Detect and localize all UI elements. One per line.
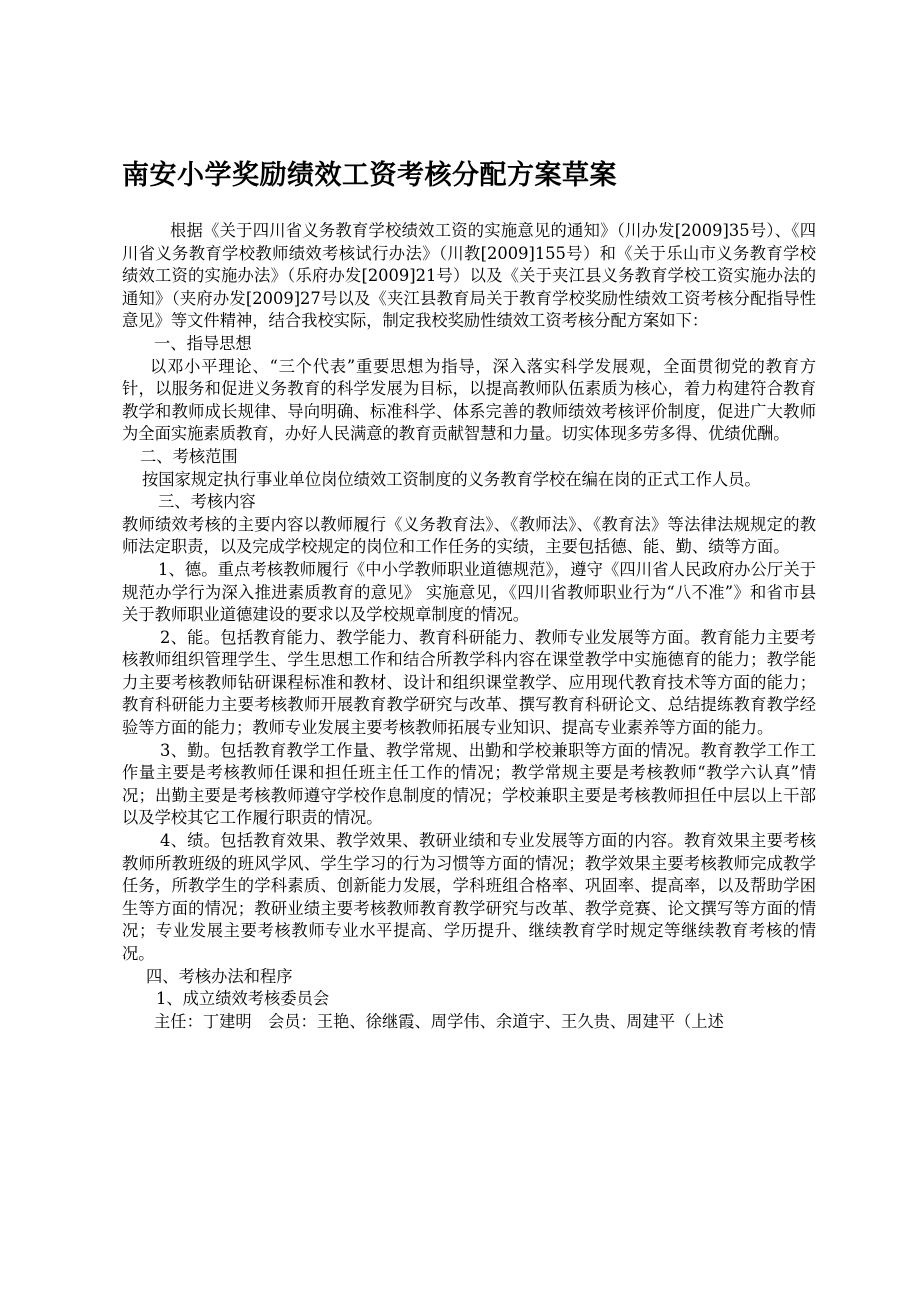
subsection-heading-committee: 1、成立绩效考核委员会 <box>156 989 330 1009</box>
guiding-ideology-paragraph: 以邓小平理论、“三个代表”重要思想为指导，深入落实科学发展观，全面贯彻党的教育方针，以服务和促进义务教育的科学发展为目标，以提高教师队伍素质为核心，着力构建符合教育教学和教师成长规律、导向明确、标准科学、体系完善的教师绩效考核评价制度，促进广大教师为全面实施素质教育，办好人民满意的教育贡献智慧和力量。切实体现多劳多得、优绩优酬。 <box>122 356 816 444</box>
item-diligence-paragraph: 3、勤。包括教育教学工作量、教学常规、出勤和学校兼职等方面的情况。教育教学工作工作量主要是考核教师任课和担任班主任工作的情况；教学常规主要是考核教师“教学六认真”情况；出勤主要是考核教师遵守学校作息制度的情况；学校兼职主要是考核教师担任中层以上干部以及学校其它工作履行职责的情况。 <box>122 740 816 828</box>
section-heading-scope: 二、考核范围 <box>140 446 238 466</box>
item-performance-paragraph: 4、绩。包括教育效果、教学效果、教研业绩和专业发展等方面的内容。教育效果主要考核教师所教班级的班风学风、学生学习的行为习惯等方面的情况；教学效果主要考核教师完成教学任务，所教学生的学科素质、创新能力发展，学科班组合格率、巩固率、提高率，以及帮助学困生等方面的情况；教研业绩主要考核教师教育教学研究与改革、教学竞赛、论文撰写等方面的情况；专业发展主要考核教师专业水平提高、学历提升、继续教育学时规定等继续教育考核的情况。 <box>122 831 816 963</box>
committee-members-line: 主任：丁建明 会员：王艳、徐继霞、周学伟、余道宇、王久贵、周建平（上述 <box>154 1011 724 1031</box>
document-body <box>122 220 816 1033</box>
scope-paragraph: 按国家规定执行事业单位岗位绩效工资制度的义务教育学校在编在岗的正式工作人员。 <box>142 469 761 489</box>
section-heading-content: 三、考核内容 <box>158 492 256 512</box>
item-morality-paragraph: 1、德。重点考核教师履行《中小学教师职业道德规范》，遵守《四川省人民政府办公厅关于规范办学行为深入推进素质教育的意见》 实施意见，《四川省教师职业行为“八不准”》和省市县关于教师职业道德建设的要求以及学校规章制度的情况。 <box>122 559 816 625</box>
content-paragraph: 教师绩效考核的主要内容以教师履行《义务教育法》、《教师法》、《教育法》等法律法规规定的教师法定职责，以及完成学校规定的岗位和工作任务的实绩，主要包括德、能、勤、绩等方面。 <box>122 514 816 557</box>
document-title: 南安小学奖励绩效工资考核分配方案草案 <box>122 160 617 191</box>
section-heading-method: 四、考核办法和程序 <box>146 966 293 986</box>
section-heading-guiding-ideology: 一、指导思想 <box>154 333 252 353</box>
intro-paragraph: 根据《关于四川省义务教育学校绩效工资的实施意见的通知》（川办发[2009]35号）、《四川省义务教育学校教师绩效考核试行办法》（川教[2009]155号）和《关于乐山市义务教育学校绩效工资的实施办法》（乐府办发[2009]21号）以及《关于夹江县义务教育学校工资实施办法的通知》（夹府办发[2009]27号以及《夹江县教育局关于教育学校奖励性绩效工资考核分配指导性意见》等文件精神，结合我校实际，制定我校奖励性绩效工资考核分配方案如下： <box>122 221 816 331</box>
item-ability-paragraph: 2、能。包括教育能力、教学能力、教育科研能力、教师专业发展等方面。教育能力主要考核教师组织管理学生、学生思想工作和结合所教学科内容在课堂教学中实施德育的能力；教学能力主要考核教师钻研课程标准和教材、设计和组织课堂教学、应用现代教育技术等方面的能力；教育科研能力主要考核教师开展教育教学研究与改革、撰写教育科研论文、总结提练教育教学经验等方面的能力；教师专业发展主要考核教师拓展专业知识、提高专业素养等方面的能力。 <box>122 627 816 738</box>
